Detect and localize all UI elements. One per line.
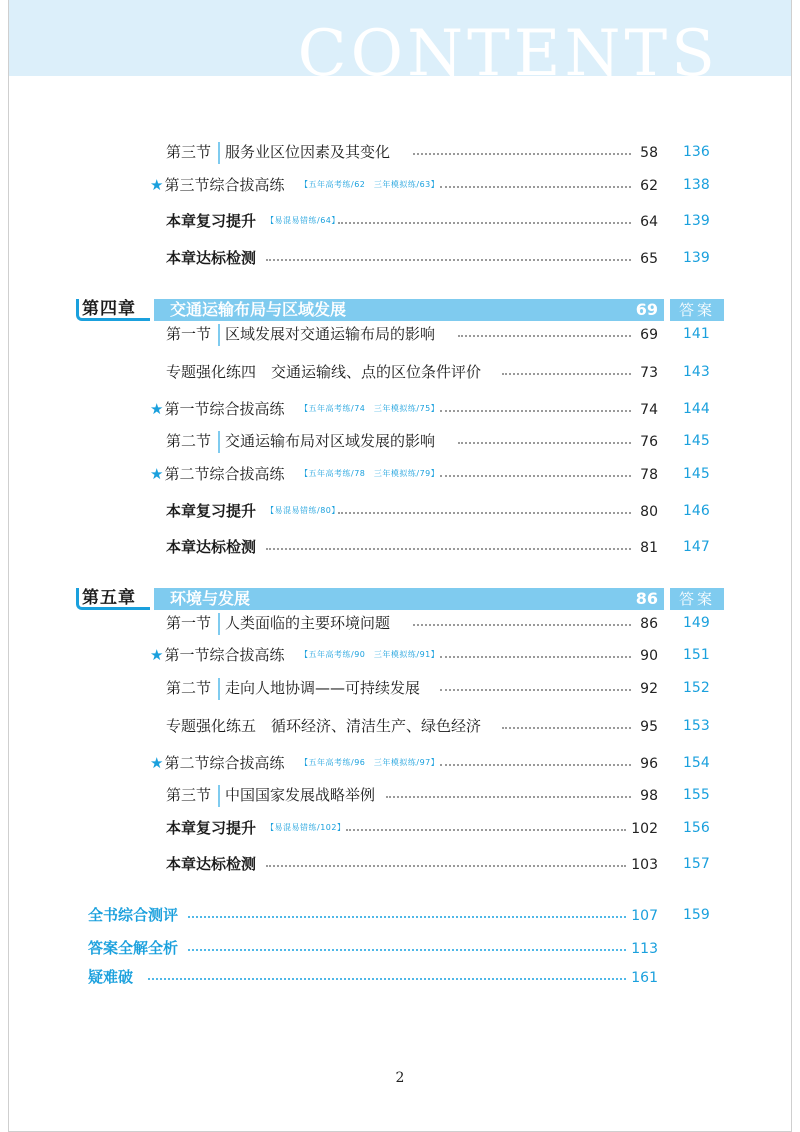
answer-page: 159: [683, 907, 710, 923]
banner-title: CONTENTS: [297, 17, 719, 76]
answer-page: 145: [683, 433, 710, 449]
leader-dots: [440, 186, 631, 188]
page-number: 74: [640, 402, 658, 418]
leader-dots: [440, 764, 631, 766]
entry-title: 疑难破: [88, 968, 134, 986]
entry-title: 第一节综合拔高练: [164, 400, 285, 418]
section-divider: [218, 613, 220, 635]
entry-title: 区域发展对交通运输布局的影响: [225, 325, 436, 343]
toc-entry[interactable]: [0, 397, 800, 423]
entry-title-wrap: [150, 644, 284, 666]
toc-entry[interactable]: [0, 611, 800, 637]
page-number: 96: [640, 756, 658, 772]
section-label: 第三节: [166, 143, 212, 161]
entry-title: 服务业区位因素及其变化: [225, 143, 391, 161]
entry-title: 专题强化练四 交通运输线、点的区位条件评价: [166, 363, 482, 381]
answer-page: 139: [683, 213, 710, 229]
entry-title: 本章复习提升: [166, 212, 257, 230]
entry-title: 第三节综合拔高练: [164, 176, 285, 194]
chapter-page: 69: [635, 300, 658, 319]
entry-title: 第一节综合拔高练: [164, 646, 285, 664]
answer-page: 146: [683, 503, 710, 519]
answer-page: 151: [683, 647, 710, 663]
entry-note: 【五年高考练/90 三年模拟练/91】: [300, 650, 440, 659]
section-divider: [218, 142, 220, 164]
star-icon: ★: [150, 400, 164, 418]
leader-dots: [502, 373, 631, 375]
leader-dots: [338, 512, 631, 514]
page-frame: [8, 0, 792, 1132]
section-divider: [218, 431, 220, 453]
answer-page: 145: [683, 466, 710, 482]
page-number: 80: [640, 504, 658, 520]
entry-title-wrap: [150, 398, 284, 420]
entry-note: 【五年高考练/62 三年模拟练/63】: [300, 180, 440, 189]
leader-dots: [188, 949, 626, 951]
toc-entry[interactable]: [0, 783, 800, 809]
entry-title: 专题强化练五 循环经济、清洁生产、绿色经济: [166, 717, 482, 735]
section-label: 第一节: [166, 614, 212, 632]
section-label: 第一节: [166, 325, 212, 343]
leader-dots: [458, 442, 631, 444]
page-number: 58: [640, 145, 658, 161]
entry-title: 中国国家发展战略举例: [225, 786, 376, 804]
entry-note: 【五年高考练/74 三年模拟练/75】: [300, 404, 440, 413]
leader-dots: [440, 656, 631, 658]
entry-title: 交通运输布局对区域发展的影响: [225, 432, 436, 450]
leader-dots: [346, 829, 626, 831]
chapter-number: 第五章: [82, 588, 136, 608]
answer-page: 141: [683, 326, 710, 342]
leader-dots: [440, 410, 631, 412]
entry-note: 【易混易错练/102】: [266, 823, 346, 832]
toc-entry[interactable]: [0, 246, 800, 272]
entry-title: 本章达标检测: [166, 249, 257, 267]
page-number: 73: [640, 365, 658, 381]
page-number: 102: [631, 821, 658, 837]
section-label: 第二节: [166, 679, 212, 697]
toc-entry[interactable]: [0, 499, 800, 525]
page-number: 90: [640, 648, 658, 664]
leader-dots: [338, 222, 631, 224]
page-number: 103: [631, 857, 658, 873]
entry-title-wrap: [150, 174, 284, 196]
answer-page: 149: [683, 615, 710, 631]
section-label: 第三节: [166, 786, 212, 804]
leader-dots: [413, 624, 631, 626]
leader-dots: [440, 475, 631, 477]
toc-entry[interactable]: [0, 535, 800, 561]
answer-page: 138: [683, 177, 710, 193]
page-number: 76: [640, 434, 658, 450]
answer-page: 136: [683, 144, 710, 160]
answer-page: 139: [683, 250, 710, 266]
entry-title-wrap: [150, 463, 284, 485]
answer-page: 144: [683, 401, 710, 417]
toc-entry[interactable]: [0, 903, 800, 929]
leader-dots: [188, 916, 626, 918]
toc-entry[interactable]: [0, 462, 800, 488]
page-number: 95: [640, 719, 658, 735]
entry-title: 人类面临的主要环境问题: [225, 614, 391, 632]
leader-dots: [440, 689, 631, 691]
page-number: 107: [631, 908, 658, 924]
entry-title-wrap: [150, 752, 284, 774]
toc-entry[interactable]: [0, 936, 800, 962]
answer-page: 156: [683, 820, 710, 836]
entry-note: 【五年高考练/96 三年模拟练/97】: [300, 758, 440, 767]
leader-dots: [413, 153, 631, 155]
entry-title: 第二节综合拔高练: [164, 465, 285, 483]
entry-title: 本章复习提升: [166, 819, 257, 837]
answer-label: 答案: [679, 301, 716, 319]
page-number: 161: [631, 970, 658, 986]
section-divider: [218, 324, 220, 346]
toc-entry[interactable]: [0, 676, 800, 702]
answer-page: 147: [683, 539, 710, 555]
entry-title: 本章达标检测: [166, 855, 257, 873]
entry-note: 【易混易错练/80】: [266, 506, 340, 515]
section-divider: [218, 785, 220, 807]
entry-title: 答案全解全析: [88, 939, 179, 957]
toc-entry[interactable]: [0, 852, 800, 878]
chapter-number: 第四章: [82, 299, 136, 319]
toc-entry[interactable]: [0, 209, 800, 235]
page-number: 86: [640, 616, 658, 632]
leader-dots: [266, 259, 631, 261]
entry-title: 走向人地协调——可持续发展: [225, 679, 421, 697]
section-label: 第二节: [166, 432, 212, 450]
toc-entry[interactable]: [0, 173, 800, 199]
leader-dots: [266, 865, 626, 867]
toc-entry[interactable]: [0, 751, 800, 777]
section-divider: [218, 678, 220, 700]
star-icon: ★: [150, 465, 164, 483]
entry-title: 本章达标检测: [166, 538, 257, 556]
answer-page: 157: [683, 856, 710, 872]
toc-entry[interactable]: [0, 643, 800, 669]
page-number: 81: [640, 540, 658, 556]
toc-entry[interactable]: [0, 965, 800, 991]
page-number: 113: [631, 941, 658, 957]
leader-dots: [502, 727, 631, 729]
answer-page: 152: [683, 680, 710, 696]
answer-page: 153: [683, 718, 710, 734]
page-number: 64: [640, 214, 658, 230]
toc-entry[interactable]: [0, 360, 800, 386]
chapter-title: 环境与发展: [170, 589, 251, 608]
leader-dots: [148, 978, 626, 980]
chapter-title: 交通运输布局与区域发展: [170, 300, 347, 319]
leader-dots: [458, 335, 631, 337]
star-icon: ★: [150, 176, 164, 194]
leader-dots: [266, 548, 631, 550]
contents-banner: [9, 0, 791, 76]
page-footer-number: 2: [395, 1070, 405, 1086]
page-number: 65: [640, 251, 658, 267]
entry-title: 本章复习提升: [166, 502, 257, 520]
leader-dots: [386, 796, 631, 798]
page-number: 62: [640, 178, 658, 194]
entry-note: 【易混易错练/64】: [266, 216, 340, 225]
toc-entry[interactable]: [0, 140, 800, 166]
answer-page: 155: [683, 787, 710, 803]
toc-entry[interactable]: [0, 322, 800, 348]
chapter-header[interactable]: [0, 586, 800, 612]
page-number: 78: [640, 467, 658, 483]
chapter-header[interactable]: [0, 297, 800, 323]
entry-title: 第二节综合拔高练: [164, 754, 285, 772]
page-number: 98: [640, 788, 658, 804]
toc-entry[interactable]: [0, 714, 800, 740]
entry-note: 【五年高考练/78 三年模拟练/79】: [300, 469, 440, 478]
answer-label: 答案: [679, 590, 716, 608]
toc-entry[interactable]: [0, 429, 800, 455]
star-icon: ★: [150, 646, 164, 664]
chapter-page: 86: [635, 589, 658, 608]
page-number: 69: [640, 327, 658, 343]
toc-entry[interactable]: [0, 816, 800, 842]
star-icon: ★: [150, 754, 164, 772]
entry-title: 全书综合测评: [88, 906, 179, 924]
page-number: 92: [640, 681, 658, 697]
answer-page: 143: [683, 364, 710, 380]
answer-page: 154: [683, 755, 710, 771]
